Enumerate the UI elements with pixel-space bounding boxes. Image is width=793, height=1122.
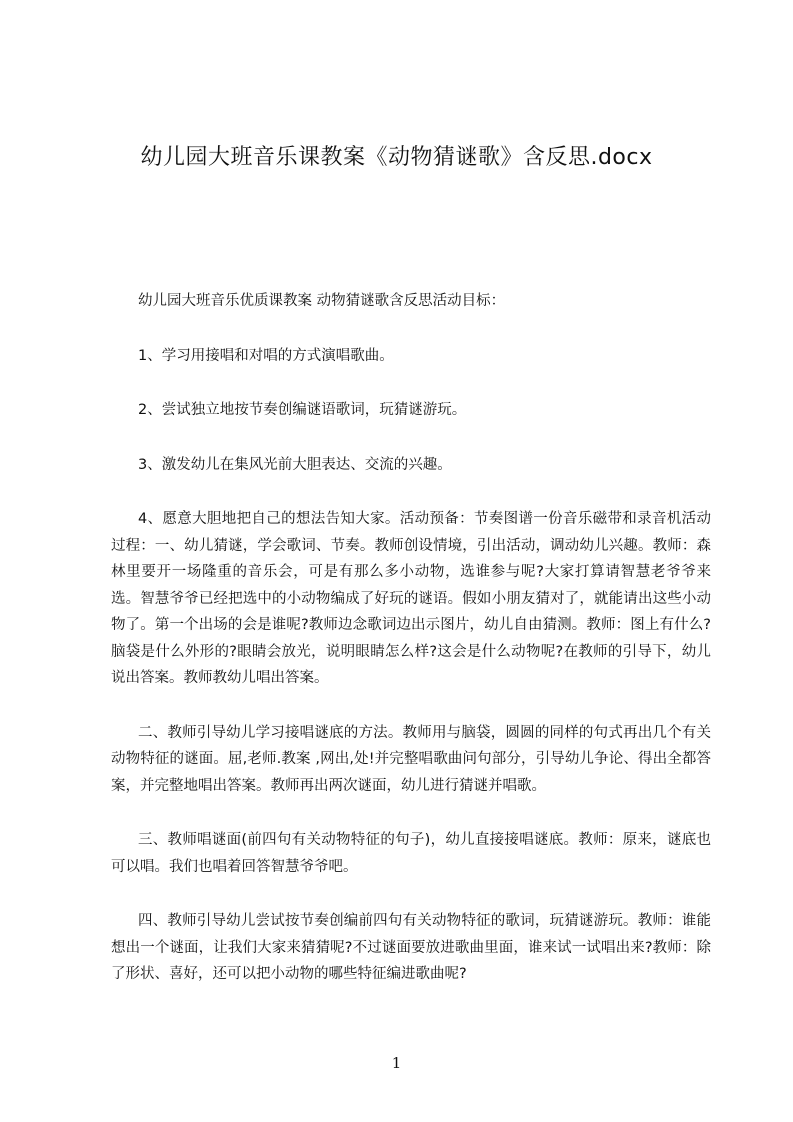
document-title: 幼儿园大班音乐课教案《动物猜谜歌》含反思.docx: [140, 145, 653, 170]
paragraph-intro: 幼儿园大班音乐优质课教案 动物猜谜歌含反思活动目标：: [138, 293, 506, 309]
document-body: [111, 288, 711, 1016]
paragraph-goal-1: 1、学习用接唱和对唱的方式演唱歌曲。: [138, 347, 394, 364]
paragraph-goal-4-process: 4、愿意大胆地把自己的想法告知大家。活动预备：节奏图谱一份音乐磁带和录音机活动过程：一、幼儿猜谜，学会歌词、节奏。教师创设情境，引出活动，调动幼儿兴趣。教师：森林里要开一场隆重的音乐会，可是有那么多小动物，选谁参与呢?大家打算请智慧老爷爷来选。智慧爷爷已经把选中的小动物编成了好玩的谜语。假如小朋友猜对了，就能请出这些小动物了。第一个出场的会是谁呢?教师边念歌词边出示图片，幼儿自由猜测。教师：图上有什么?脑袋是什么外形的?眼睛会放光，说明眼睛怎么样?这会是什么动物呢?在教师的引导下，幼儿说出答案。教师教幼儿唱出答案。: [111, 511, 711, 686]
paragraph-step-3: 三、教师唱谜面(前四句有关动物特征的句子)，幼儿直接接唱谜底。教师：原来，谜底也可以唱。我们也唱着回答智慧爷爷吧。: [111, 832, 711, 875]
paragraph-goal-2: 2、尝试独立地按节奏创编谜语歌词，玩猜谜游玩。: [138, 402, 467, 418]
paragraph-step-4: 四、教师引导幼儿尝试按节奏创编前四句有关动物特征的歌词，玩猜谜游玩。教师：谁能想出一个谜面，让我们大家来猜猜呢?不过谜面要放进歌曲里面，谁来试一试唱出来?教师：除了形状、喜好，还可以把小动物的哪些特征编进歌曲呢?: [111, 913, 711, 982]
page-number: 1: [391, 1054, 402, 1072]
paragraph-goal-3: 3、激发幼儿在集风光前大胆表达、交流的兴趣。: [138, 456, 452, 473]
paragraph-step-2: 二、教师引导幼儿学习接唱谜底的方法。教师用与脑袋，圆圆的同样的句式再出几个有关动物特征的谜面。屈,老师.教案 ,网出,处!并完整唱歌曲问句部分，引导幼儿争论、得出全都答案，并完整地唱出答案。教师再出两次谜面，幼儿进行猜谜并唱歌。: [111, 724, 711, 794]
